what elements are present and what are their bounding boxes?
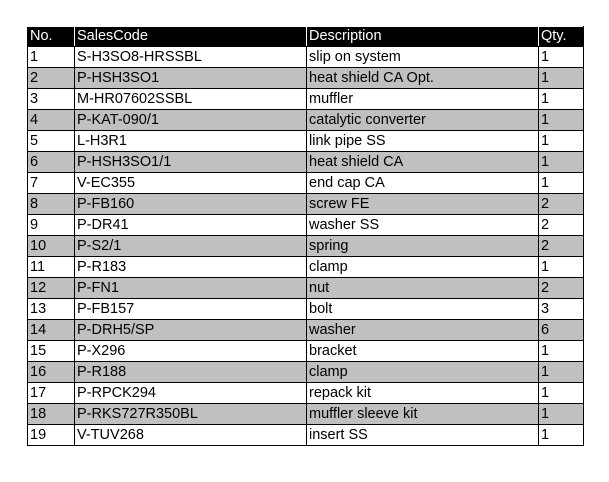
- cell-salescode: P-RKS727R350BL: [75, 404, 307, 425]
- cell-qty: 2: [539, 236, 584, 257]
- cell-description: bolt: [307, 299, 539, 320]
- cell-description: nut: [307, 278, 539, 299]
- cell-salescode: P-DR41: [75, 215, 307, 236]
- cell-no: 12: [28, 278, 75, 299]
- cell-description: washer SS: [307, 215, 539, 236]
- table-body: [28, 47, 584, 446]
- cell-no: 16: [28, 362, 75, 383]
- cell-qty: 1: [539, 152, 584, 173]
- cell-no: 9: [28, 215, 75, 236]
- table-row: [28, 341, 584, 362]
- table-row: [28, 236, 584, 257]
- cell-qty: 2: [539, 278, 584, 299]
- cell-salescode: P-X296: [75, 341, 307, 362]
- table-row: [28, 299, 584, 320]
- cell-salescode: P-DRH5/SP: [75, 320, 307, 341]
- cell-qty: 1: [539, 89, 584, 110]
- cell-description: spring: [307, 236, 539, 257]
- cell-salescode: L-H3R1: [75, 131, 307, 152]
- cell-salescode: V-TUV268: [75, 425, 307, 446]
- cell-no: 13: [28, 299, 75, 320]
- cell-description: heat shield CA: [307, 152, 539, 173]
- cell-no: 7: [28, 173, 75, 194]
- cell-salescode: P-HSH3SO1: [75, 68, 307, 89]
- table-row: [28, 131, 584, 152]
- cell-qty: 1: [539, 68, 584, 89]
- cell-qty: 1: [539, 341, 584, 362]
- cell-description: catalytic converter: [307, 110, 539, 131]
- cell-no: 2: [28, 68, 75, 89]
- header-description: Description: [307, 27, 539, 47]
- cell-description: slip on system: [307, 47, 539, 68]
- cell-description: end cap CA: [307, 173, 539, 194]
- cell-qty: 3: [539, 299, 584, 320]
- cell-description: muffler: [307, 89, 539, 110]
- cell-qty: 1: [539, 362, 584, 383]
- cell-qty: 6: [539, 320, 584, 341]
- cell-description: bracket: [307, 341, 539, 362]
- cell-salescode: P-FN1: [75, 278, 307, 299]
- table-row: [28, 215, 584, 236]
- table-header: [28, 27, 584, 47]
- table-row: [28, 404, 584, 425]
- cell-no: 15: [28, 341, 75, 362]
- cell-salescode: S-H3SO8-HRSSBL: [75, 47, 307, 68]
- cell-no: 6: [28, 152, 75, 173]
- cell-qty: 2: [539, 215, 584, 236]
- table-row: [28, 47, 584, 68]
- cell-qty: 1: [539, 173, 584, 194]
- cell-no: 18: [28, 404, 75, 425]
- cell-no: 17: [28, 383, 75, 404]
- cell-description: repack kit: [307, 383, 539, 404]
- cell-no: 10: [28, 236, 75, 257]
- table-row: [28, 383, 584, 404]
- table-row: [28, 278, 584, 299]
- table-row: [28, 110, 584, 131]
- cell-salescode: P-R183: [75, 257, 307, 278]
- cell-no: 1: [28, 47, 75, 68]
- table-row: [28, 89, 584, 110]
- cell-salescode: P-S2/1: [75, 236, 307, 257]
- table-row: [28, 68, 584, 89]
- table-row: [28, 152, 584, 173]
- cell-salescode: M-HR07602SSBL: [75, 89, 307, 110]
- cell-qty: 1: [539, 383, 584, 404]
- cell-qty: 1: [539, 110, 584, 131]
- cell-description: link pipe SS: [307, 131, 539, 152]
- cell-description: washer: [307, 320, 539, 341]
- table-row: [28, 425, 584, 446]
- table-row: [28, 320, 584, 341]
- cell-description: screw FE: [307, 194, 539, 215]
- cell-no: 11: [28, 257, 75, 278]
- parts-table: [27, 26, 584, 446]
- header-salescode: SalesCode: [75, 27, 307, 47]
- cell-qty: 1: [539, 257, 584, 278]
- cell-description: heat shield CA Opt.: [307, 68, 539, 89]
- cell-salescode: P-HSH3SO1/1: [75, 152, 307, 173]
- cell-description: clamp: [307, 257, 539, 278]
- cell-no: 5: [28, 131, 75, 152]
- cell-qty: 1: [539, 131, 584, 152]
- cell-qty: 1: [539, 47, 584, 68]
- cell-description: insert SS: [307, 425, 539, 446]
- cell-salescode: P-KAT-090/1: [75, 110, 307, 131]
- cell-qty: 1: [539, 404, 584, 425]
- table-row: [28, 362, 584, 383]
- cell-salescode: V-EC355: [75, 173, 307, 194]
- cell-no: 19: [28, 425, 75, 446]
- table-row: [28, 257, 584, 278]
- header-row: [28, 27, 584, 47]
- cell-no: 8: [28, 194, 75, 215]
- cell-qty: 1: [539, 425, 584, 446]
- table-row: [28, 173, 584, 194]
- table-row: [28, 194, 584, 215]
- cell-salescode: P-R188: [75, 362, 307, 383]
- cell-qty: 2: [539, 194, 584, 215]
- cell-description: muffler sleeve kit: [307, 404, 539, 425]
- header-no: No.: [28, 27, 75, 47]
- cell-no: 3: [28, 89, 75, 110]
- cell-salescode: P-RPCK294: [75, 383, 307, 404]
- cell-no: 14: [28, 320, 75, 341]
- cell-salescode: P-FB157: [75, 299, 307, 320]
- cell-no: 4: [28, 110, 75, 131]
- header-qty: Qty.: [539, 27, 584, 47]
- cell-description: clamp: [307, 362, 539, 383]
- cell-salescode: P-FB160: [75, 194, 307, 215]
